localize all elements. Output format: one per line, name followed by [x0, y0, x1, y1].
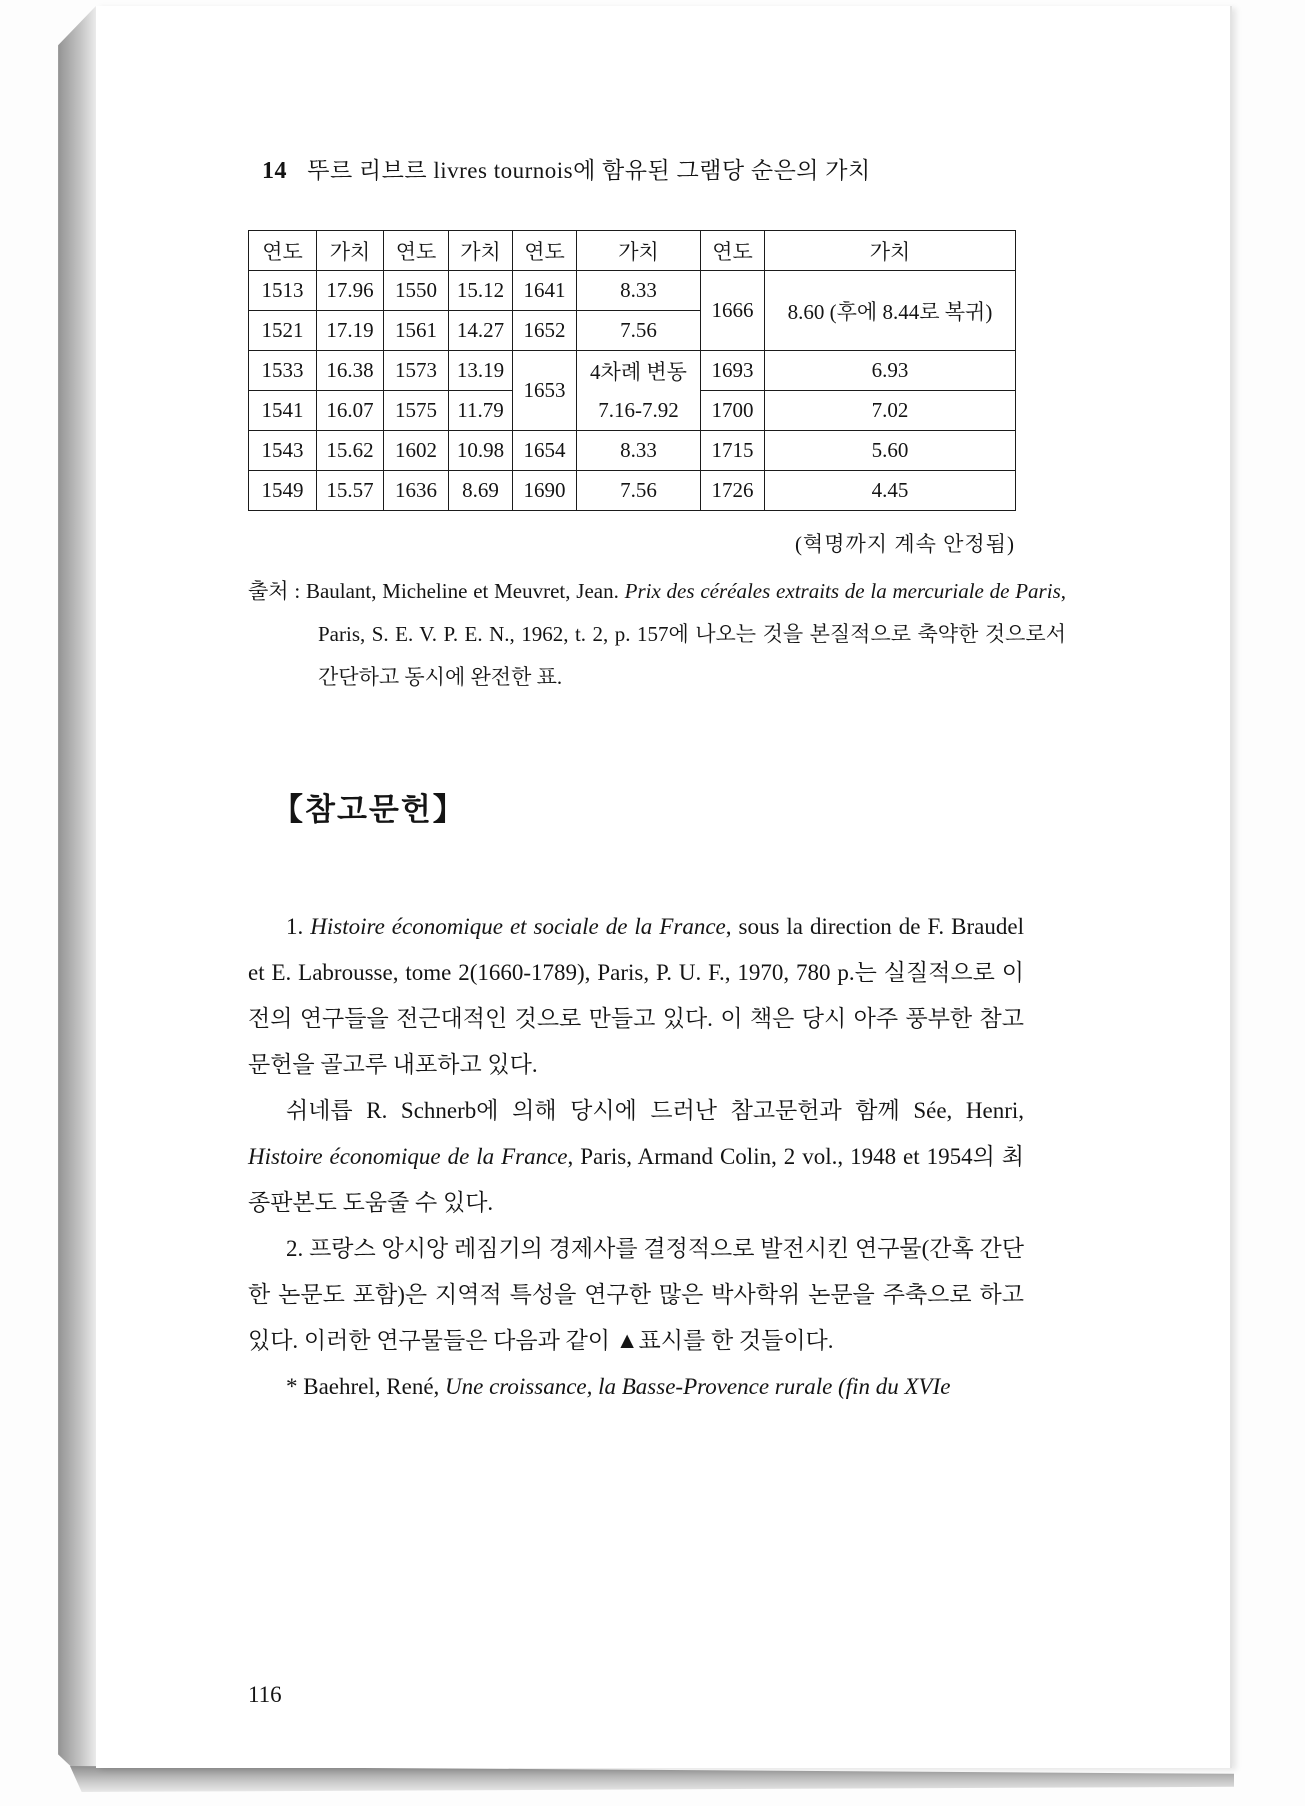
- table-row: [249, 271, 1016, 311]
- col-header-year: 연도: [384, 231, 449, 271]
- year-cell: 1543: [249, 431, 317, 471]
- value-cell: 7.56: [577, 471, 701, 511]
- reference-paragraph-2: 쉬네릅 R. Schnerb에 의해 당시에 드러난 참고문헌과 함께 Sée, Henri, Histoire économique de la France, Paris, Armand Colin, 2 vol., 1948 et 1954의 최종판본도 도움줄 수 있다.: [248, 1098, 1024, 1215]
- col-header-value: 가치: [449, 231, 513, 271]
- year-cell: 1550: [384, 271, 449, 311]
- value-cell: 8.33: [577, 271, 701, 311]
- year-cell: 1533: [249, 351, 317, 391]
- value-cell: 5.60: [765, 431, 1016, 471]
- year-cell: 1693: [701, 351, 765, 391]
- value-cell: 15.62: [317, 431, 384, 471]
- references-body: [248, 904, 1024, 1410]
- year-cell: 1573: [384, 351, 449, 391]
- year-cell: 1654: [513, 431, 577, 471]
- value-cell: 15.12: [449, 271, 513, 311]
- merged-year-cell-1666: 1666: [701, 271, 765, 351]
- value-cell: 14.27: [449, 311, 513, 351]
- col-header-year: 연도: [249, 231, 317, 271]
- year-cell: 1561: [384, 311, 449, 351]
- silver-value-table: [248, 230, 1016, 511]
- table-title: 14 뚜르 리브르 livres tournois에 함유된 그램당 순은의 가치: [262, 158, 871, 184]
- value-cell: 16.38: [317, 351, 384, 391]
- merged-value-cell-1653: [577, 351, 701, 431]
- col-header-value: 가치: [765, 231, 1016, 271]
- value-cell: 7.02: [765, 391, 1016, 431]
- year-cell: 1715: [701, 431, 765, 471]
- value-cell: 4.45: [765, 471, 1016, 511]
- col-header-value: 가치: [577, 231, 701, 271]
- year-cell: 1700: [701, 391, 765, 431]
- year-cell: 1602: [384, 431, 449, 471]
- value-cell: 10.98: [449, 431, 513, 471]
- value-cell: 17.19: [317, 311, 384, 351]
- year-cell: 1652: [513, 311, 577, 351]
- book-page: [96, 6, 1232, 1768]
- value-cell: 11.79: [449, 391, 513, 431]
- table-header-row: [249, 231, 1016, 271]
- col-header-value: 가치: [317, 231, 384, 271]
- book-page-stack-bottom-edge: [70, 1766, 1234, 1792]
- value-cell: 15.57: [317, 471, 384, 511]
- table-note: (혁명까지 계속 안정됨): [794, 532, 1015, 556]
- merged-value-cell-1666: 8.60 (후에 8.44로 복귀): [765, 271, 1016, 351]
- value-line: 7.16-7.92: [598, 397, 679, 422]
- value-cell: 13.19: [449, 351, 513, 391]
- year-cell: 1513: [249, 271, 317, 311]
- col-header-year: 연도: [513, 231, 577, 271]
- col-header-year: 연도: [701, 231, 765, 271]
- value-cell: 8.33: [577, 431, 701, 471]
- table-row: [249, 351, 1016, 391]
- value-cell: 7.56: [577, 311, 701, 351]
- year-cell: 1575: [384, 391, 449, 431]
- year-cell: 1641: [513, 271, 577, 311]
- value-cell: 6.93: [765, 351, 1016, 391]
- page-number: 116: [248, 1682, 282, 1707]
- year-cell: 1549: [249, 471, 317, 511]
- table-row: [249, 431, 1016, 471]
- book-page-stack-left-edge: [56, 6, 98, 1790]
- table-row: [249, 471, 1016, 511]
- year-cell: 1541: [249, 391, 317, 431]
- source-note: 출처 : Baulant, Micheline et Meuvret, Jean. Prix des céréales extraits de la mercuriale de Paris, Paris, S. E. V. P. E. N., 1962, t. 2, p. 157에 나오는 것을 본질적으로 축약한 것으로서 간단하고 동시에 완전한 표.: [248, 579, 1066, 689]
- value-cell: 8.69: [449, 471, 513, 511]
- reference-paragraph-4: * Baehrel, René, Une croissance, la Basse-Provence rurale (fin du XVIe: [286, 1374, 951, 1399]
- value-cell: 17.96: [317, 271, 384, 311]
- year-cell: 1726: [701, 471, 765, 511]
- reference-paragraph-1: 1. Histoire économique et sociale de la France, sous la direction de F. Braudel et E. Labrousse, tome 2(1660-1789), Paris, P. U. F., 1970, 780 p.는 실질적으로 이전의 연구들을 전근대적인 것으로 만들고 있다. 이 책은 당시 아주 풍부한 참고문헌을 골고루 내포하고 있다.: [248, 914, 1024, 1077]
- year-cell: 1636: [384, 471, 449, 511]
- year-cell: 1690: [513, 471, 577, 511]
- value-line: 4차례 변동: [590, 359, 687, 384]
- value-cell: 16.07: [317, 391, 384, 431]
- references-heading: 【참고문헌】: [272, 792, 466, 827]
- year-cell: 1521: [249, 311, 317, 351]
- reference-paragraph-3: 2. 프랑스 앙시앙 레짐기의 경제사를 결정적으로 발전시킨 연구물(간혹 간단한 논문도 포함)은 지역적 특성을 연구한 많은 박사학위 논문을 주축으로 하고 있다. 이러한 연구물들은 다음과 같이 ▲표시를 한 것들이다.: [248, 1236, 1024, 1353]
- merged-year-cell-1653: 1653: [513, 351, 577, 431]
